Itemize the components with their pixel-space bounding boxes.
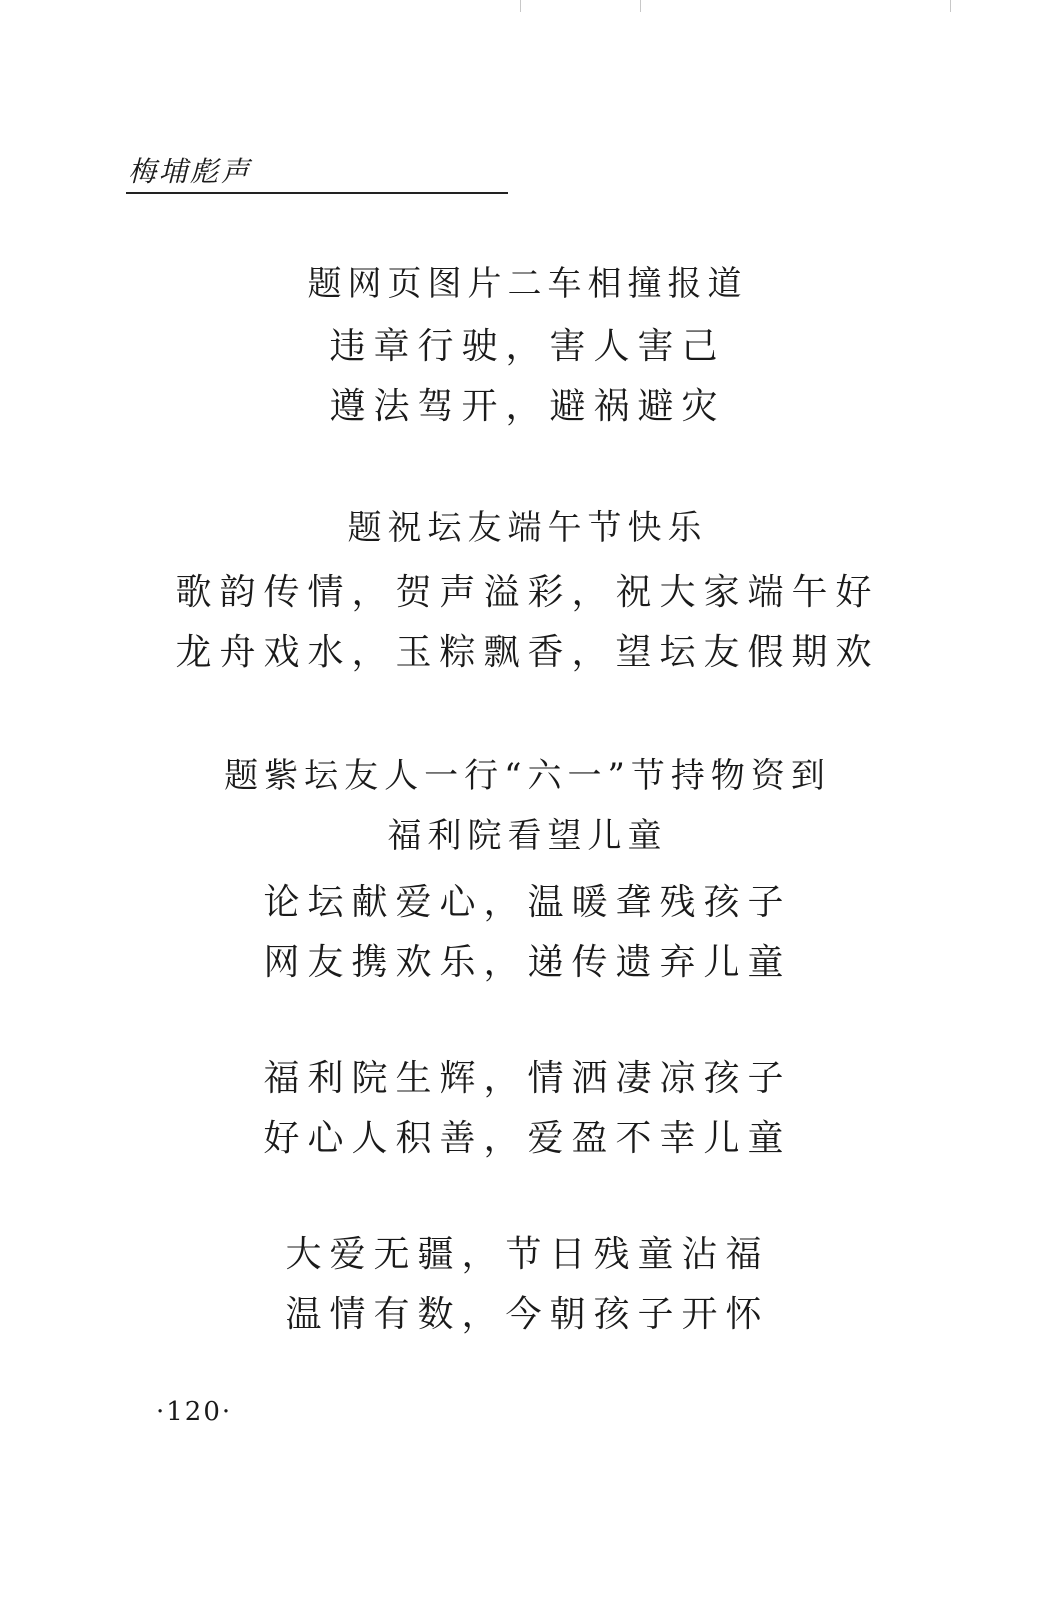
running-head: 梅埔彪声 [128,155,253,188]
poem-line: 违章行驶，害人害己 [329,326,726,367]
poem-line: 温情有数，今朝孩子开怀 [285,1294,770,1335]
page-number: ·120· [156,1397,233,1427]
running-head-rule [126,192,508,194]
poem-line: 好心人积善，爱盈不幸儿童 [263,1118,792,1159]
poem-line: 龙舟戏水，玉粽飘香，望坛友假期欢 [175,632,880,673]
scan-edge-mark [520,0,521,12]
poem-title: 题祝坛友端午节快乐 [347,508,708,548]
poem-line: 福利院生辉，情洒凄凉孩子 [263,1058,792,1099]
poem-line: 网友携欢乐，递传遗弃儿童 [263,942,792,983]
poem-line: 歌韵传情，贺声溢彩，祝大家端午好 [175,572,880,613]
poem-line: 大爱无疆，节日残童沾福 [285,1234,770,1275]
scan-edge-mark [950,0,951,12]
scan-edge-mark [640,0,641,12]
poem-title: 福利院看望儿童 [387,816,668,856]
poem-title: 题网页图片二车相撞报道 [307,264,748,304]
poem-line: 遵法驾开，避祸避灾 [329,386,726,427]
poem-title: 题紫坛友人一行“六一”节持物资到 [224,756,831,796]
poem-line: 论坛献爱心，温暖聋残孩子 [263,882,792,923]
